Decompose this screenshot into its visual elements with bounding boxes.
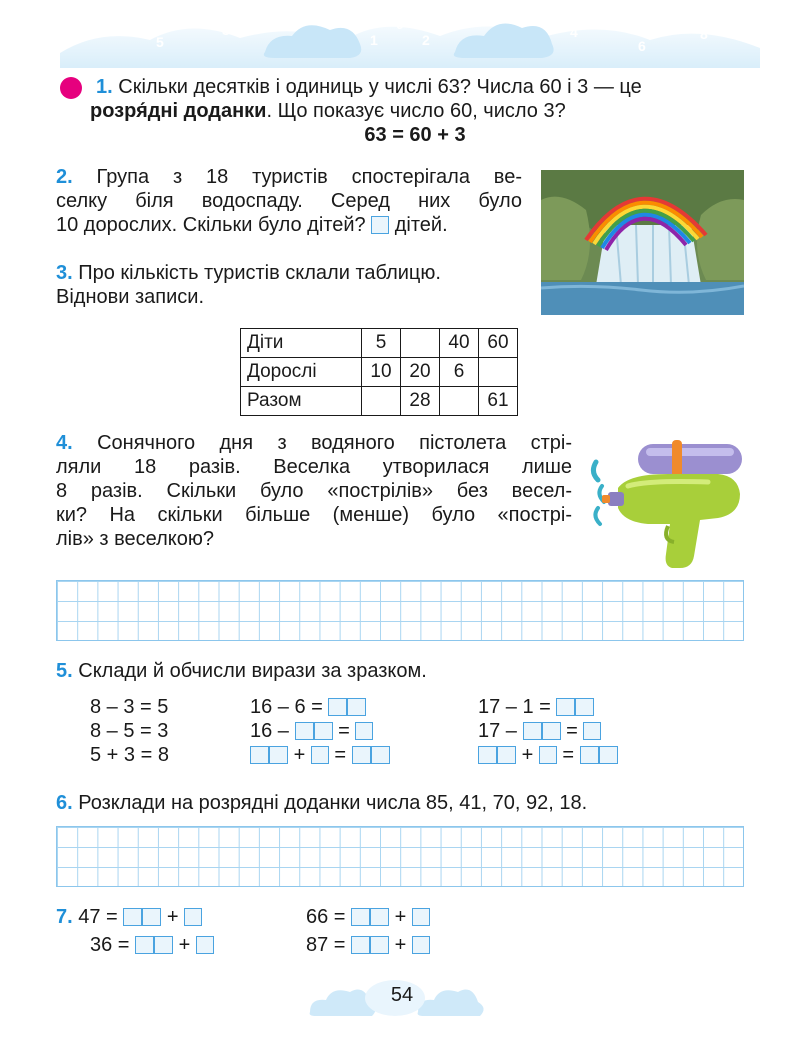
table-row [241, 387, 518, 416]
plus-sign: + [166, 906, 179, 928]
task-1-line1 [96, 76, 746, 99]
task-5-line [56, 660, 427, 683]
expression-text: 16 – 6 = [250, 696, 323, 718]
row-label: Разом [241, 387, 362, 416]
water-gun-image [588, 436, 746, 574]
decomposition-36 [90, 934, 214, 957]
task-text: Про кількість туристів склали таблицю. [78, 262, 441, 284]
task-number: 4. [56, 432, 73, 454]
header-cloud-band [60, 8, 760, 68]
header-digit: 4 [570, 24, 578, 40]
task-text: . Що показує число 60, число 3? [266, 100, 566, 122]
table-cell[interactable]: 60 [479, 329, 518, 358]
plus-sign: + [394, 906, 407, 928]
answer-box[interactable] [123, 908, 161, 926]
table-cell[interactable] [479, 358, 518, 387]
pink-bullet-icon [60, 77, 82, 99]
task-number: 6. [56, 792, 73, 814]
task-2-line3 [56, 214, 526, 237]
expression-text: 36 = [90, 934, 130, 956]
task-4-line5: лів» з веселкою? [56, 528, 215, 550]
page-number: 54 [390, 984, 414, 1006]
table-cell[interactable]: 61 [479, 387, 518, 416]
expression-17b [478, 720, 601, 743]
task-text: Сонячного дня з водяного пістолета стрі- [97, 432, 573, 454]
answer-box[interactable] [352, 746, 390, 764]
answer-grid[interactable] [56, 826, 744, 887]
table-cell[interactable]: 6 [440, 358, 479, 387]
header-digit: 2 [422, 32, 430, 48]
expression-text: 17 – [478, 720, 517, 742]
task-2-line1 [56, 166, 522, 189]
table-cell[interactable]: 10 [362, 358, 401, 387]
task-4-line3: 8 разів. Скільки було «пострілів» без весел- [56, 480, 572, 502]
answer-box[interactable] [583, 722, 601, 740]
table-cell[interactable] [440, 387, 479, 416]
expression-16b [250, 720, 373, 743]
example-expression: 8 – 3 = 5 [90, 696, 169, 718]
plus-sign: + [394, 934, 407, 956]
equals-sign: = [338, 720, 350, 742]
cloud-decoration-icon [60, 8, 760, 68]
equals-sign: = [566, 720, 578, 742]
answer-box[interactable] [478, 746, 516, 764]
header-digit: 0 [396, 16, 404, 32]
task-text: дітей. [394, 214, 448, 236]
header-digit: 3 [222, 22, 230, 38]
answer-box[interactable] [580, 746, 618, 764]
answer-box[interactable] [295, 722, 333, 740]
answer-grid[interactable] [56, 580, 744, 641]
table-cell[interactable] [362, 387, 401, 416]
answer-box[interactable] [196, 936, 214, 954]
task-4-line2: ляли 18 разів. Веселка утворилася лише [56, 456, 572, 478]
task-6-line [56, 792, 587, 815]
equals-sign: = [334, 744, 347, 766]
answer-box[interactable] [556, 698, 594, 716]
table-cell[interactable]: 28 [401, 387, 440, 416]
header-digit: 7 [108, 20, 116, 36]
answer-box[interactable] [351, 936, 389, 954]
answer-box[interactable] [351, 908, 389, 926]
table-cell[interactable] [401, 329, 440, 358]
header-digit: 5 [156, 34, 164, 50]
table-cell[interactable]: 40 [440, 329, 479, 358]
table-row [241, 329, 518, 358]
expression-16c [250, 744, 390, 767]
equals-sign: = [562, 744, 575, 766]
answer-box[interactable] [328, 698, 366, 716]
example-expression: 5 + 3 = 8 [90, 744, 169, 766]
plus-sign: + [178, 934, 191, 956]
task-text: Скільки десятків і одиниць у числі 63? Числа 60 і 3 — це [118, 76, 642, 98]
row-label: Діти [241, 329, 362, 358]
header-digit: 8 [700, 26, 708, 42]
task-text: Група з 18 туристів спостерігала ве- [96, 166, 522, 188]
expression-text: 66 = [306, 906, 346, 928]
task-3-line1 [56, 262, 536, 285]
table-row [241, 358, 518, 387]
answer-box[interactable] [311, 746, 329, 764]
header-digit: 6 [638, 38, 646, 54]
task-4-line4: ки? На скільки більше (менше) було «пострі- [56, 504, 572, 526]
task-text: Розклади на розрядні доданки числа 85, 41, 70, 92, 18. [78, 792, 588, 814]
decomposition-66 [306, 906, 430, 929]
answer-box[interactable] [523, 722, 561, 740]
task-text: 10 дорослих. Скільки було дітей? [56, 214, 366, 236]
answer-box[interactable] [135, 936, 173, 954]
expression-17c [478, 744, 618, 767]
task-number: 7. [56, 906, 73, 928]
task-4-line1 [56, 432, 572, 455]
expression-16a [250, 696, 366, 719]
answer-box[interactable] [250, 746, 288, 764]
expression-text: 47 = [78, 906, 118, 928]
task-number: 3. [56, 262, 73, 284]
expression-text: 16 – [250, 720, 289, 742]
tourists-table [240, 328, 518, 416]
bold-term: розря́дні доданки [90, 100, 267, 122]
expression-text: 87 = [306, 934, 346, 956]
equation: 63 = 60 + 3 [364, 124, 466, 146]
task-number: 2. [56, 166, 73, 188]
task-1-line2 [90, 100, 566, 123]
table-cell[interactable]: 5 [362, 329, 401, 358]
row-label: Дорослі [241, 358, 362, 387]
expression-17a [478, 696, 594, 719]
decomposition-87 [306, 934, 430, 957]
plus-sign: + [293, 744, 306, 766]
task-2-line2: селку біля водоспаду. Серед них було [56, 190, 522, 212]
decomposition-47 [56, 906, 202, 929]
answer-box[interactable] [539, 746, 557, 764]
task-number: 5. [56, 660, 73, 682]
answer-box[interactable] [371, 216, 389, 234]
answer-box[interactable] [412, 908, 430, 926]
header-digit: 1 [370, 32, 378, 48]
answer-box[interactable] [184, 908, 202, 926]
expression-text: 17 – 1 = [478, 696, 551, 718]
plus-sign: + [521, 744, 534, 766]
answer-box[interactable] [412, 936, 430, 954]
waterfall-rainbow-image [541, 170, 744, 315]
table-cell[interactable]: 20 [401, 358, 440, 387]
task-number: 1. [96, 76, 113, 98]
task-3-line2: Віднови записи. [56, 286, 204, 308]
task-text: Склади й обчисли вирази за зразком. [78, 660, 427, 682]
example-expression: 8 – 5 = 3 [90, 720, 169, 742]
answer-box[interactable] [355, 722, 373, 740]
